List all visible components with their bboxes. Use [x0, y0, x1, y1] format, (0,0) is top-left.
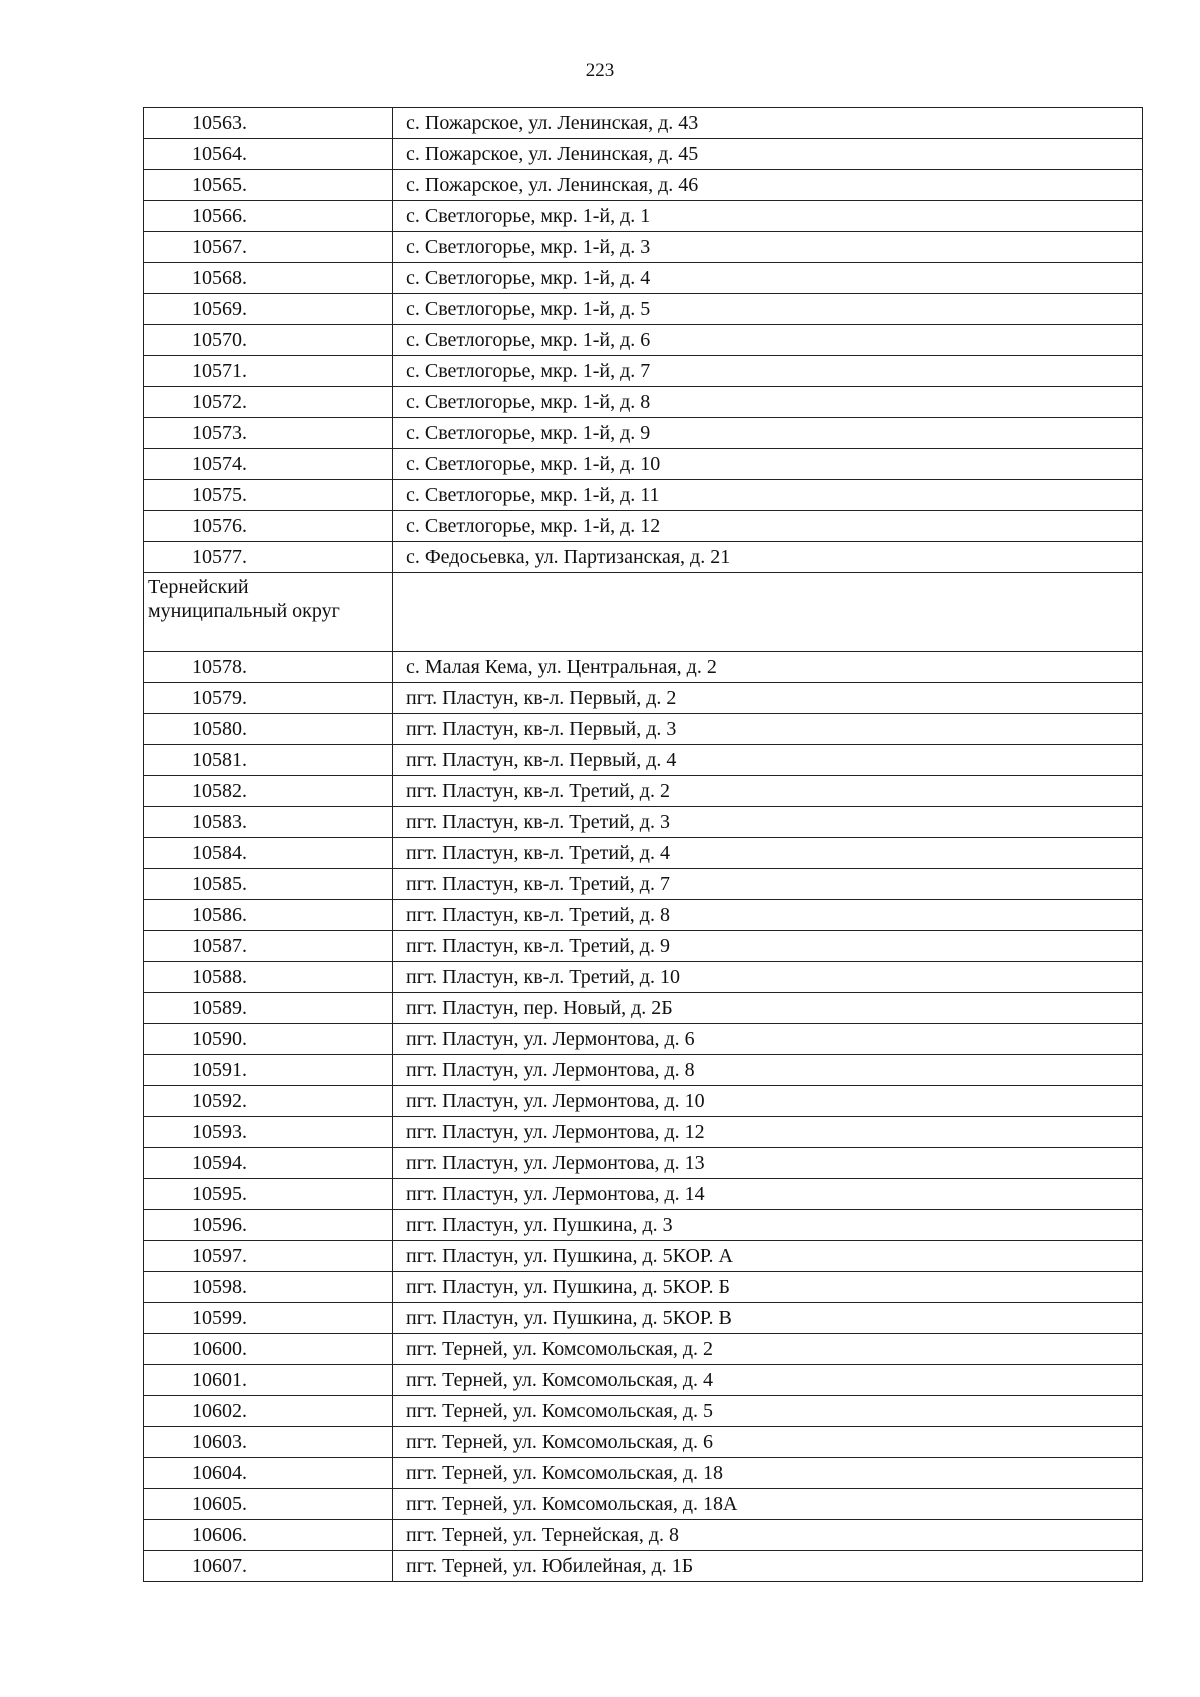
- row-number: 10574.: [144, 449, 393, 480]
- row-number: 10583.: [144, 807, 393, 838]
- row-number: 10576.: [144, 511, 393, 542]
- page-number: 223: [585, 60, 615, 81]
- row-address: пгт. Пластун, ул. Лермонтова, д. 12: [393, 1117, 1143, 1148]
- row-number: 10591.: [144, 1055, 393, 1086]
- table-row: [144, 745, 1143, 776]
- row-address: пгт. Терней, ул. Комсомольская, д. 6: [393, 1427, 1143, 1458]
- section-empty-cell: [393, 573, 1143, 652]
- row-number: 10605.: [144, 1489, 393, 1520]
- row-number: 10592.: [144, 1086, 393, 1117]
- row-number: 10593.: [144, 1117, 393, 1148]
- table-row: [144, 1551, 1143, 1582]
- row-number: 10575.: [144, 480, 393, 511]
- row-address: пгт. Пластун, кв-л. Третий, д. 10: [393, 962, 1143, 993]
- row-number: 10586.: [144, 900, 393, 931]
- row-number: 10567.: [144, 232, 393, 263]
- table-row: [144, 1520, 1143, 1551]
- row-number: 10585.: [144, 869, 393, 900]
- row-address: с. Светлогорье, мкр. 1-й, д. 7: [393, 356, 1143, 387]
- table-row: [144, 418, 1143, 449]
- row-address: пгт. Терней, ул. Комсомольская, д. 5: [393, 1396, 1143, 1427]
- row-number: 10588.: [144, 962, 393, 993]
- table-row: [144, 170, 1143, 201]
- table-row: [144, 325, 1143, 356]
- table-row: [144, 542, 1143, 573]
- row-address: пгт. Пластун, кв-л. Третий, д. 3: [393, 807, 1143, 838]
- section-header-row: [144, 573, 1143, 652]
- row-number: 10571.: [144, 356, 393, 387]
- row-address: пгт. Пластун, ул. Лермонтова, д. 8: [393, 1055, 1143, 1086]
- row-number: 10599.: [144, 1303, 393, 1334]
- row-address: пгт. Пластун, кв-л. Третий, д. 2: [393, 776, 1143, 807]
- row-number: 10580.: [144, 714, 393, 745]
- row-number: 10606.: [144, 1520, 393, 1551]
- table-row: [144, 962, 1143, 993]
- table-row: [144, 652, 1143, 683]
- table-row: [144, 1334, 1143, 1365]
- row-number: 10604.: [144, 1458, 393, 1489]
- table-row: [144, 776, 1143, 807]
- row-number: 10569.: [144, 294, 393, 325]
- table-row: [144, 356, 1143, 387]
- row-number: 10601.: [144, 1365, 393, 1396]
- row-address: пгт. Пластун, кв-л. Третий, д. 8: [393, 900, 1143, 931]
- table-row: [144, 1179, 1143, 1210]
- table-row: [144, 1055, 1143, 1086]
- table-row: [144, 1427, 1143, 1458]
- row-number: 10565.: [144, 170, 393, 201]
- table-row: [144, 511, 1143, 542]
- row-number: 10589.: [144, 993, 393, 1024]
- row-number: 10600.: [144, 1334, 393, 1365]
- row-address: пгт. Пластун, ул. Лермонтова, д. 10: [393, 1086, 1143, 1117]
- row-address: с. Пожарское, ул. Ленинская, д. 45: [393, 139, 1143, 170]
- row-address: пгт. Терней, ул. Комсомольская, д. 4: [393, 1365, 1143, 1396]
- row-number: 10570.: [144, 325, 393, 356]
- row-address: пгт. Пластун, кв-л. Третий, д. 4: [393, 838, 1143, 869]
- row-address: пгт. Пластун, ул. Лермонтова, д. 14: [393, 1179, 1143, 1210]
- row-address: пгт. Пластун, ул. Пушкина, д. 3: [393, 1210, 1143, 1241]
- row-address: с. Светлогорье, мкр. 1-й, д. 6: [393, 325, 1143, 356]
- row-address: пгт. Пластун, ул. Лермонтова, д. 13: [393, 1148, 1143, 1179]
- row-number: 10581.: [144, 745, 393, 776]
- row-address: пгт. Пластун, кв-л. Первый, д. 2: [393, 683, 1143, 714]
- table-row: [144, 1117, 1143, 1148]
- table-row: [144, 993, 1143, 1024]
- row-number: 10568.: [144, 263, 393, 294]
- row-number: 10582.: [144, 776, 393, 807]
- row-number: 10596.: [144, 1210, 393, 1241]
- table-row: [144, 294, 1143, 325]
- row-number: 10578.: [144, 652, 393, 683]
- row-number: 10566.: [144, 201, 393, 232]
- row-address: пгт. Пластун, ул. Пушкина, д. 5КОР. В: [393, 1303, 1143, 1334]
- row-number: 10598.: [144, 1272, 393, 1303]
- row-number: 10577.: [144, 542, 393, 573]
- row-address: пгт. Терней, ул. Юбилейная, д. 1Б: [393, 1551, 1143, 1582]
- row-number: 10597.: [144, 1241, 393, 1272]
- table-row: [144, 807, 1143, 838]
- table-row: [144, 869, 1143, 900]
- table-row: [144, 714, 1143, 745]
- row-address: пгт. Терней, ул. Тернейская, д. 8: [393, 1520, 1143, 1551]
- table-row: [144, 1272, 1143, 1303]
- address-table-body: [144, 108, 1143, 1582]
- row-address: пгт. Пластун, ул. Лермонтова, д. 6: [393, 1024, 1143, 1055]
- table-row: [144, 1365, 1143, 1396]
- table-row: [144, 1086, 1143, 1117]
- table-row: [144, 1148, 1143, 1179]
- row-number: 10603.: [144, 1427, 393, 1458]
- table-row: [144, 108, 1143, 139]
- row-address: пгт. Терней, ул. Комсомольская, д. 18А: [393, 1489, 1143, 1520]
- table-row: [144, 480, 1143, 511]
- table-row: [144, 900, 1143, 931]
- row-address: с. Малая Кема, ул. Центральная, д. 2: [393, 652, 1143, 683]
- row-address: с. Светлогорье, мкр. 1-й, д. 12: [393, 511, 1143, 542]
- table-row: [144, 1458, 1143, 1489]
- row-number: 10563.: [144, 108, 393, 139]
- row-number: 10573.: [144, 418, 393, 449]
- row-number: 10607.: [144, 1551, 393, 1582]
- row-number: 10564.: [144, 139, 393, 170]
- row-address: пгт. Пластун, пер. Новый, д. 2Б: [393, 993, 1143, 1024]
- row-number: 10579.: [144, 683, 393, 714]
- row-address: с. Светлогорье, мкр. 1-й, д. 3: [393, 232, 1143, 263]
- row-address: пгт. Терней, ул. Комсомольская, д. 2: [393, 1334, 1143, 1365]
- row-address: с. Федосьевка, ул. Партизанская, д. 21: [393, 542, 1143, 573]
- row-address: пгт. Пластун, ул. Пушкина, д. 5КОР. А: [393, 1241, 1143, 1272]
- row-address: с. Светлогорье, мкр. 1-й, д. 8: [393, 387, 1143, 418]
- row-address: с. Светлогорье, мкр. 1-й, д. 11: [393, 480, 1143, 511]
- table-row: [144, 263, 1143, 294]
- row-number: 10595.: [144, 1179, 393, 1210]
- row-address: с. Светлогорье, мкр. 1-й, д. 1: [393, 201, 1143, 232]
- table-row: [144, 1210, 1143, 1241]
- row-address: пгт. Пластун, кв-л. Первый, д. 4: [393, 745, 1143, 776]
- table-row: [144, 838, 1143, 869]
- row-address: пгт. Пластун, кв-л. Третий, д. 7: [393, 869, 1143, 900]
- table-row: [144, 201, 1143, 232]
- row-address: с. Светлогорье, мкр. 1-й, д. 9: [393, 418, 1143, 449]
- row-address: пгт. Пластун, кв-л. Первый, д. 3: [393, 714, 1143, 745]
- row-address: пгт. Терней, ул. Комсомольская, д. 18: [393, 1458, 1143, 1489]
- table-row: [144, 387, 1143, 418]
- row-address: с. Светлогорье, мкр. 1-й, д. 4: [393, 263, 1143, 294]
- section-title: Тернейский муниципальный округ: [144, 573, 393, 652]
- row-address: пгт. Пластун, кв-л. Третий, д. 9: [393, 931, 1143, 962]
- table-row: [144, 931, 1143, 962]
- row-number: 10572.: [144, 387, 393, 418]
- table-row: [144, 1396, 1143, 1427]
- table-row: [144, 1241, 1143, 1272]
- row-address: пгт. Пластун, ул. Пушкина, д. 5КОР. Б: [393, 1272, 1143, 1303]
- table-row: [144, 1303, 1143, 1334]
- row-number: 10590.: [144, 1024, 393, 1055]
- row-number: 10594.: [144, 1148, 393, 1179]
- table-row: [144, 1489, 1143, 1520]
- table-row: [144, 683, 1143, 714]
- row-address: с. Пожарское, ул. Ленинская, д. 43: [393, 108, 1143, 139]
- row-address: с. Пожарское, ул. Ленинская, д. 46: [393, 170, 1143, 201]
- address-table: [143, 107, 1143, 1582]
- row-number: 10602.: [144, 1396, 393, 1427]
- table-row: [144, 1024, 1143, 1055]
- row-address: с. Светлогорье, мкр. 1-й, д. 10: [393, 449, 1143, 480]
- table-row: [144, 232, 1143, 263]
- table-row: [144, 139, 1143, 170]
- row-number: 10587.: [144, 931, 393, 962]
- table-row: [144, 449, 1143, 480]
- row-number: 10584.: [144, 838, 393, 869]
- row-address: с. Светлогорье, мкр. 1-й, д. 5: [393, 294, 1143, 325]
